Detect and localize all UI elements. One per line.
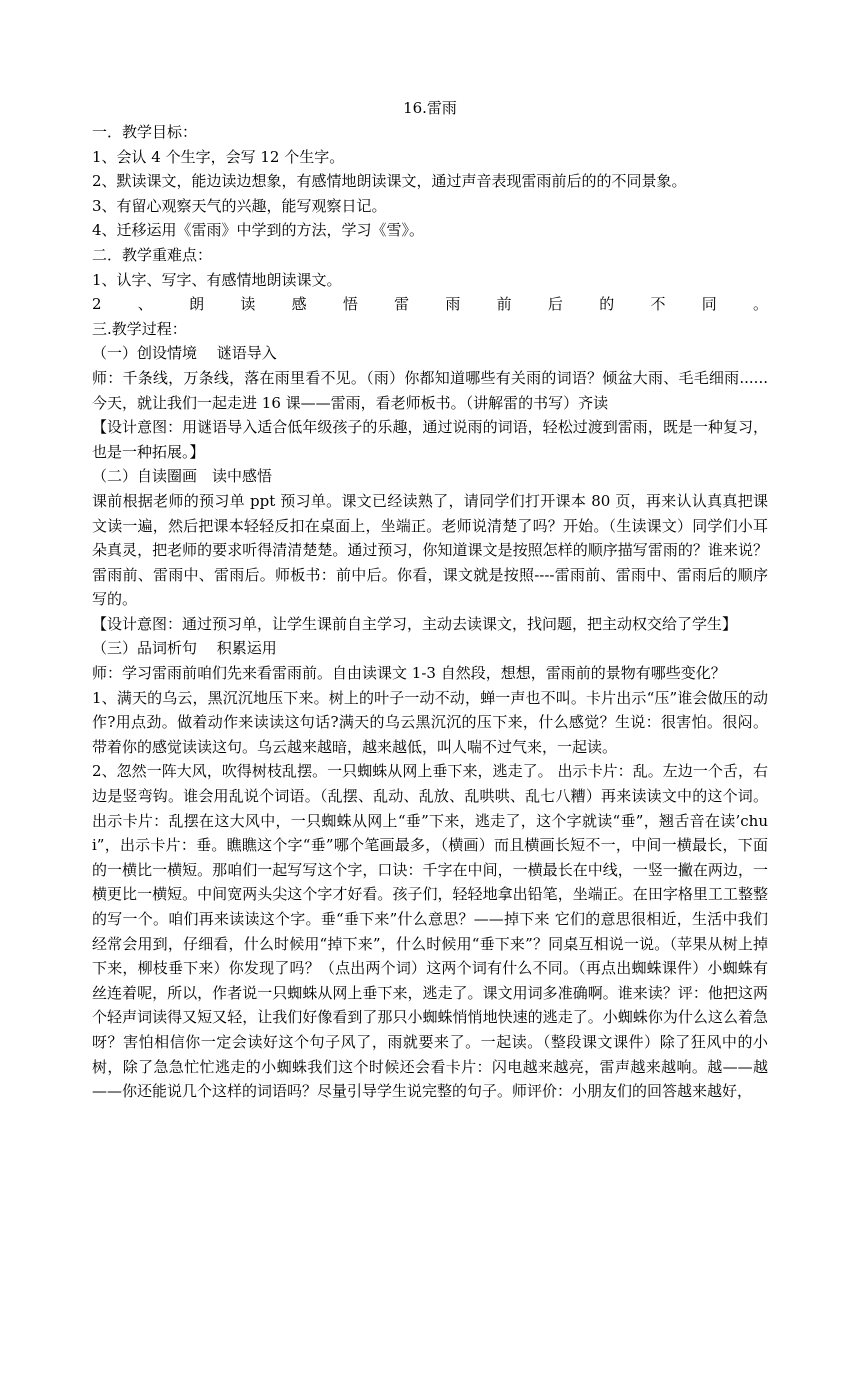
paragraph-item-clouds: 1、满天的乌云，黑沉沉地压下来。树上的叶子一动不动，蝉一声也不叫。卡片出示“压”谁会做压的动作?用点劲。做着动作来读读这句话?满天的乌云黑沉沉的压下来，什么感觉？生说：很害怕。很闷。带着你的感觉读读这句。乌云越来越暗，越来越低，叫人喘不过气来，一起读。 [92, 688, 768, 756]
design-intent-2: 【设计意图：通过预习单，让学生课前自主学习，主动去读课文，找问题，把主动权交给了学生】 [92, 614, 738, 633]
objective-item-4: 4、迁移运用《雷雨》中学到的方法，学习《雪》。 [92, 221, 425, 240]
kp2-char: 前 [496, 295, 512, 314]
subsection-heading-2: （二）自读圈画 读中感悟 [92, 467, 273, 486]
kp2-char: 后 [547, 295, 563, 314]
paragraph-item-wind-spider: 2、忽然一阵大风，吹得树枝乱摆。一只蜘蛛从网上垂下来，逃走了。 出示卡片：乱。左边一个舌，右边是竖弯钩。谁会用乱说个词语。（乱摆、乱动、乱放、乱哄哄、乱七八糟）再来读读文中的这个词。出示卡片：乱摆在这大风中，一只蜘蛛从网上“垂”下来，逃走了，这个字就读“垂”，翘舌音在读’chui”，出示卡片：垂。瞧瞧这个字“垂”哪个笔画最多，（横画）而且横画长短不一，中间一横最长，下面的一横比一横短。那咱们一起写写这个字，口诀：千字在中间，一横最长在中线，一竖一撇在两边，一横更比一横短。中间宽两头尖这个字才好看。孩子们，轻轻地拿出铅笔，坐端正。在田字格里工工整整的写一个。咱们再来读读这个字。垂“垂下来”什么意思？——掉下来 它们的意思很相近，生活中我们经常会用到，仔细看，什么时候用“掉下来”，什么时候用“垂下来”？同桌互相说一说。（苹果从树上掉下来，柳枝垂下来）你发现了吗？（点出两个词）这两个词有什么不同。（再点出蜘蛛课件）小蜘蛛有丝连着呢，所以，作者说一只蜘蛛从网上垂下来，逃走了。课文用词多准确啊。谁来读？评：他把这两个轻声词读得又短又轻，让我们好像看到了那只小蜘蛛悄悄地快速的逃走了。小蜘蛛你为什么这么着急呀？害怕相信你一定会读好这个句子风了，雨就要来了。一起读。（整段课文课件）除了狂风中的小树，除了急急忙忙逃走的小蜘蛛我们这个时候还会看卡片：闪电越来越亮，雷声越来越响。越——越——你还能说几个这样的词语吗？尽量引导学生说完整的句子。师评价：小朋友们的回答越来越好， [92, 762, 768, 1101]
paragraph-self-reading: 课前根据老师的预习单 ppt 预习单。课文已经读熟了，请同学们打开课本 80 页，再来认认真真把课文读一遍，然后把课本轻轻反扣在桌面上，坐端正。老师说清楚了吗？开始。（生读课文）同学们小耳朵真灵，把老师的要求听得清清楚楚。通过预习，你知道课文是按照怎样的顺序描写雷雨的？谁来说？雷雨前、雷雨中、雷雨后。师板书：前中后。你看，课文就是按照----雷雨前、雷雨中、雷雨后的顺序写的。 [92, 491, 768, 609]
kp2-char: 。 [752, 295, 768, 314]
section-heading-objectives: 一．教学目标： [92, 123, 198, 141]
kp2-char: 2 [92, 295, 102, 314]
subsection-heading-3: （三）品词析句 积累运用 [92, 639, 277, 658]
design-intent-1: 【设计意图：用谜语导入适合低年级孩子的乐趣，通过说雨的词语，轻松过渡到雷雨，既是一种复习，也是一种拓展。】 [92, 418, 768, 461]
key-point-item-1: 1、认字、写字、有感情地朗读课文。 [92, 270, 342, 289]
document-body [92, 120, 768, 1104]
subsection-heading-1: （一）创设情境 谜语导入 [92, 344, 277, 363]
kp2-char: 雷 [394, 295, 410, 314]
section-heading-key-points: 二．教学重难点： [92, 245, 213, 264]
paragraph-before-storm: 师：学习雷雨前咱们先来看雷雨前。自由读课文 1-3 自然段，想想，雷雨前的景物有哪些变化？ [92, 664, 726, 683]
kp2-char: 读 [240, 295, 256, 314]
objective-item-3: 3、有留心观察天气的兴趣，能写观察日记。 [92, 196, 387, 215]
kp2-char: 不 [650, 295, 666, 314]
page-title: 16.雷雨 [403, 99, 457, 117]
objective-item-1: 1、会认 4 个生字，会写 12 个生字。 [92, 147, 345, 166]
paragraph-riddle-intro: 师：千条线，万条线，落在雨里看不见。（雨）你都知道哪些有关雨的词语？倾盆大雨、毛毛细雨......今天，就让我们一起走进 16 课——雷雨，看老师板书。（讲解雷的书写）齐读 [92, 368, 768, 412]
objective-item-2: 2、默读课文，能边读边想象，有感情地朗读课文，通过声音表现雷雨前后的的不同景象。 [92, 172, 687, 191]
kp2-char: 感 [291, 295, 307, 314]
kp2-char: 雨 [445, 295, 461, 314]
kp2-char: 同 [701, 295, 717, 314]
kp2-char: 的 [599, 295, 615, 314]
kp2-char: 悟 [342, 295, 358, 314]
key-point-item-2 [92, 292, 768, 317]
kp2-char: 、 [137, 295, 153, 314]
section-heading-process: 三.教学过程： [92, 319, 187, 338]
kp2-char: 朗 [189, 295, 205, 314]
